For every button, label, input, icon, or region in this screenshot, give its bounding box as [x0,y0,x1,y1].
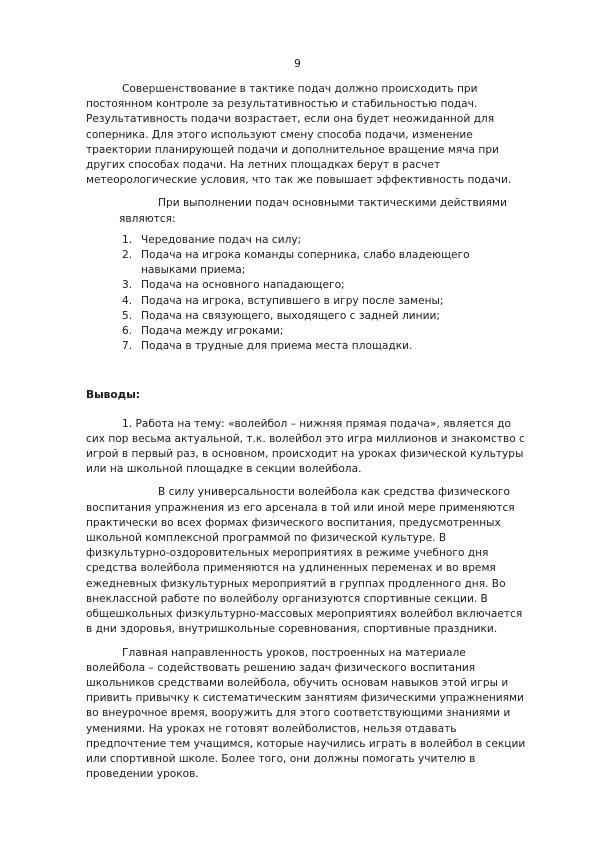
list-item: 4. Подача на игрока, вступившего в игру после замены; [122,294,444,307]
paragraph-tactical-actions-intro: При выполнении подач основными тактическими действиями являются: [119,197,507,225]
list-item: 3. Подача на основного нападающего; [122,279,345,292]
paragraph-serve-tactics: Совершенствование в тактике подач должно происходить при постоянном контроле за результативностью и стабильностью подач. Результативность подачи возрастает, если она будет неожиданной для соперника. Для этого используют смену способа подачи, изменение траектории планирующей подачи и дополнительное вращение мяча при других способах подачи. На летних площадках берут в расчет метеорологические условия, что так же повышает эффективность подачи. [86,83,512,187]
paragraph-conclusion-lessons: Главная направленность уроков, построенных на материале волейбола – содействовать решению задач физического воспитания школьников средствами волейбола, обучить основам навыков этой игры и привить привычку к систематическим занятиям физическими упражнениями во внеурочное время, вооружить для этого соответствующими знаниями и умениями. На уроках не готовят волейболистов, нельзя отдавать предпочтение тем учащимся, которые научились играть в волейбол в секции или спортивной школе. Более того, они должны помогать учителю в проведении уроков. [86,646,526,781]
list-item: 5. Подача на связующего, выходящего с задней линии; [122,309,440,322]
list-item: 2. Подача на игрока команды соперника, слабо владеющего навыками приема; [122,249,470,277]
list-item: 6. Подача между игроками; [122,325,284,338]
paragraph-conclusion-relevance: 1. Работа на тему: «волейбол – нижняя прямая подача», является до сих пор весьма актуальной, т.к. волейбол это игра миллионов и знакомство с игрой в первый раз, в основном, происходит на уроках физической культуры или на школьной площадке в секции волейбола. [86,417,525,476]
list-item: 1. Чередование подач на силу; [122,233,302,246]
conclusions-heading: Выводы: [86,389,141,402]
paragraph-conclusion-universality: В силу универсальности волейбола как средства физического воспитания упражнения из его арсенала в той или иной мере применяются практически во всех формах физического воспитания, предусмотренных школьной комплексной программой по физической культуре. В физкультурно-оздоровительных мероприятиях в режиме учебного дня средства волейбола применяются на удлиненных переменах и во время ежедневных физкультурных мероприятий в группах продленного дня. Во внеклассной работе по волейболу организуются спортивные секции. В общешкольных физкультурно-массовых мероприятиях волейбол включается в дни здоровья, внутришкольные соревнования, спортивные праздники. [86,486,523,636]
page-body [86,82,526,782]
list-item: 7. Подача в трудные для приема места площадки. [122,340,413,353]
tactics-list [86,233,522,355]
page-number: 9 [294,58,301,70]
